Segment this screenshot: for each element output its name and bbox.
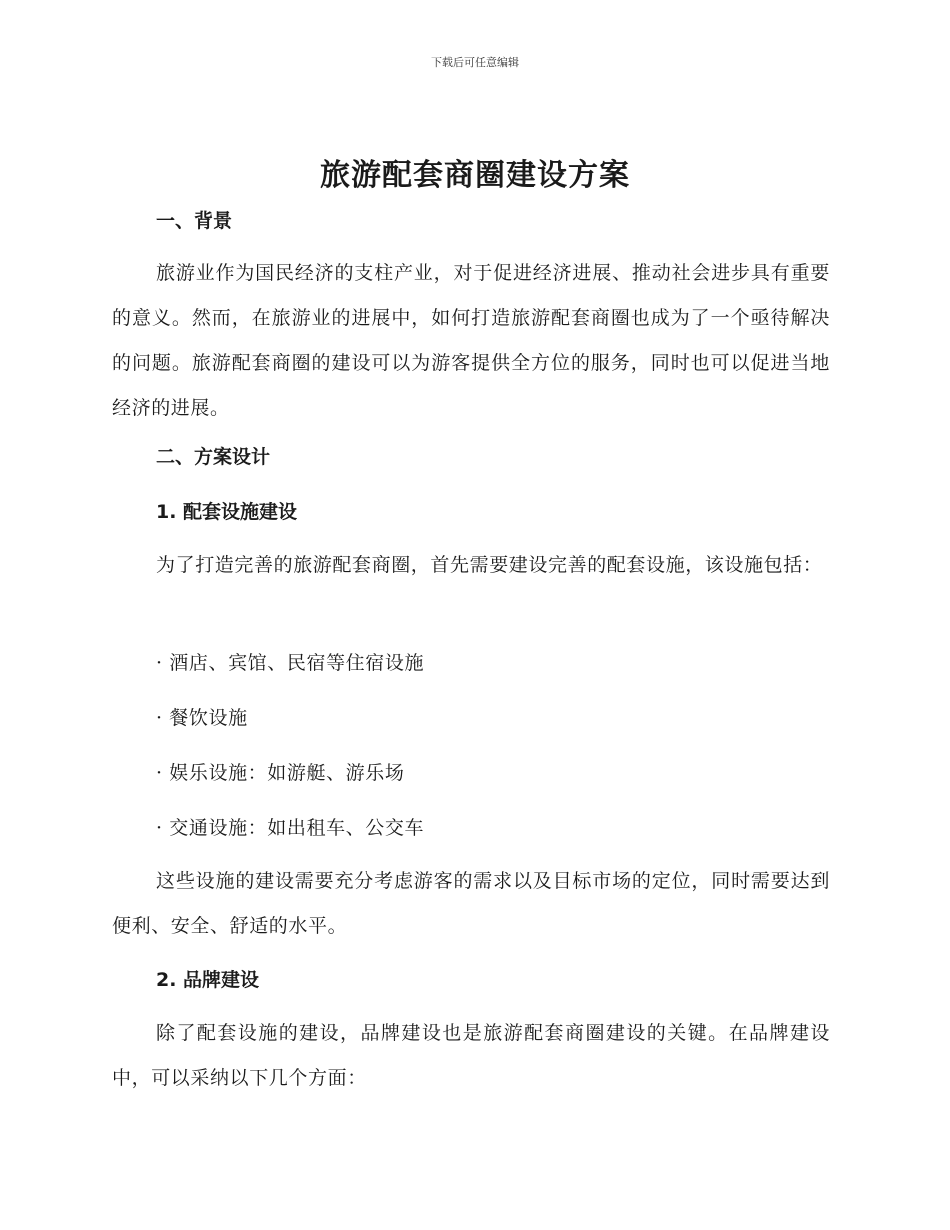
list-item: · 娱乐设施：如游艇、游乐场 — [156, 762, 405, 784]
facilities-conclusion-paragraph: 这些设施的建设需要充分考虑游客的需求以及目标市场的定位，同时需要达到便利、安全、舒适的水平。 — [112, 870, 830, 937]
section-heading-background: 一、背景 — [156, 210, 233, 232]
list-item: · 交通设施：如出租车、公交车 — [156, 817, 425, 839]
subsection-heading-branding: 2. 品牌建设 — [156, 969, 260, 991]
branding-intro-paragraph: 除了配套设施的建设，品牌建设也是旅游配套商圈建设的关键。在品牌建设中，可以采纳以下几个方面： — [112, 1022, 830, 1089]
background-paragraph: 旅游业作为国民经济的支柱产业，对于促进经济进展、推动社会进步具有重要的意义。然而，在旅游业的进展中，如何打造旅游配套商圈也成为了一个亟待解决的问题。旅游配套商圈的建设可以为游客提供全方位的服务，同时也可以促进当地经济的进展。 — [112, 262, 830, 419]
facilities-intro-paragraph: 为了打造完善的旅游配套商圈，首先需要建设完善的配套设施，该设施包括： — [156, 554, 823, 576]
document-title: 旅游配套商圈建设方案 — [320, 158, 630, 193]
section-heading-plan-design: 二、方案设计 — [156, 446, 271, 468]
list-item: · 酒店、宾馆、民宿等住宿设施 — [156, 652, 425, 674]
list-item: · 餐饮设施 — [156, 707, 248, 729]
subsection-heading-facilities: 1. 配套设施建设 — [156, 501, 298, 523]
page-header-note: 下载后可任意编辑 — [431, 56, 519, 69]
